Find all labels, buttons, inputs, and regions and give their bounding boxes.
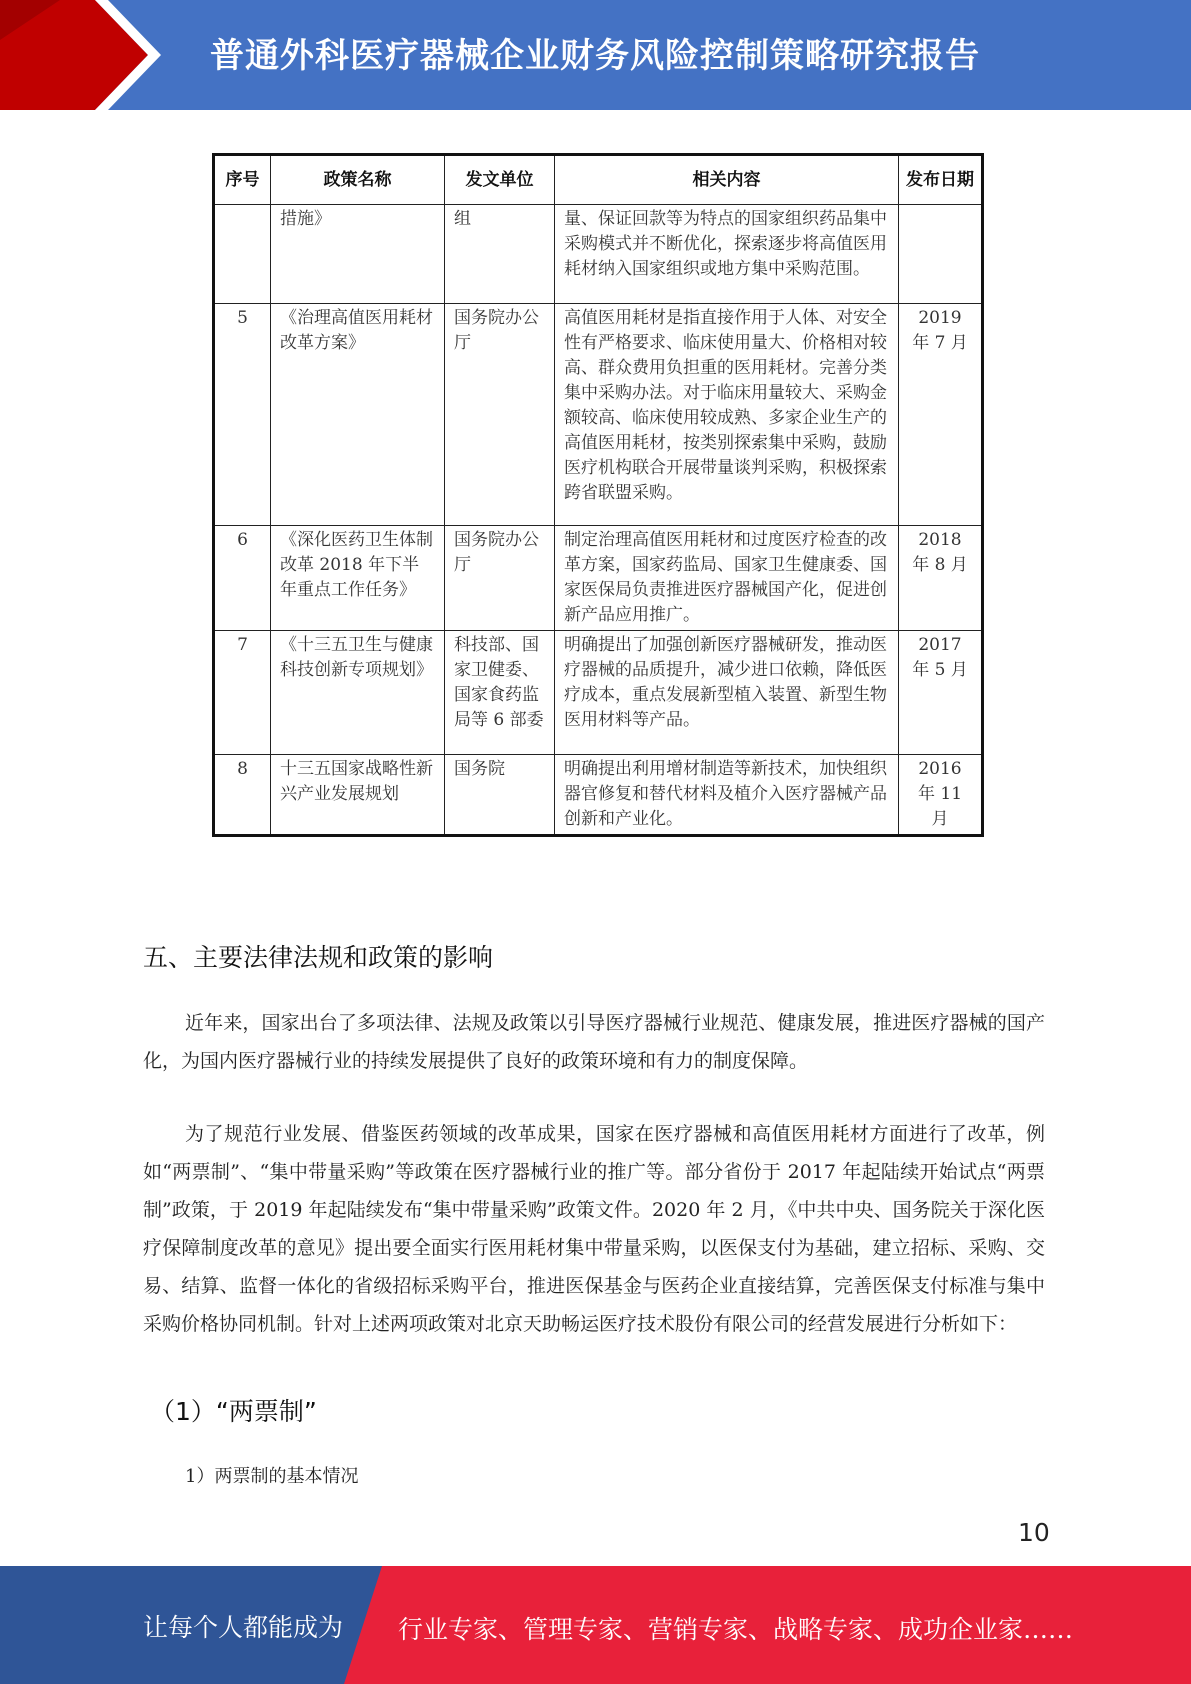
cell-issuer: 组: [445, 205, 555, 304]
column-header-policy-name: 政策名称: [271, 155, 445, 205]
cell-number: 6: [214, 526, 271, 631]
cell-content: 量、保证回款等为特点的国家组织药品集中采购模式并不断优化，探索逐步将高值医用耗材纳入国家组织或地方集中采购范围。: [555, 205, 899, 304]
subsection-heading: （1）“两票制”: [150, 1397, 317, 1426]
paragraph-intro: 近年来，国家出台了多项法律、法规及政策以引导医疗器械行业规范、健康发展，推进医疗器械的国产化，为国内医疗器械行业的持续发展提供了良好的政策环境和有力的制度保障。: [143, 1012, 1045, 1072]
column-header-date: 发布日期: [899, 155, 983, 205]
cell-date: [899, 205, 983, 304]
table-header-row: [214, 155, 983, 205]
column-header-issuer: 发文单位: [445, 155, 555, 205]
cell-issuer: 科技部、国家卫健委、国家食药监局等 6 部委: [445, 631, 555, 755]
cell-policy-name: 《十三五卫生与健康科技创新专项规划》: [271, 631, 445, 755]
cell-content: 高值医用耗材是指直接作用于人体、对安全性有严格要求、临床使用量大、价格相对较高、群众费用负担重的医用耗材。完善分类集中采购办法。对于临床用量较大、采购金额较高、临床使用较成熟、多家企业生产的高值医用耗材，按类别探索集中采购，鼓励医疗机构联合开展带量谈判采购，积极探索跨省联盟采购。: [555, 304, 899, 526]
cell-policy-name: 十三五国家战略性新兴产业发展规划: [271, 755, 445, 836]
page-number: 10: [1018, 1518, 1050, 1547]
table-row: [214, 304, 983, 526]
cell-date: 2018 年 8 月: [899, 526, 983, 631]
table-row: [214, 755, 983, 836]
header-bar: [0, 0, 1191, 110]
footer-slogan-left: 让每个人都能成为: [143, 1613, 344, 1642]
cell-date: 2019 年 7 月: [899, 304, 983, 526]
report-title: 普通外科医疗器械企业财务风险控制策略研究报告: [210, 36, 980, 76]
subsubsection-heading: 1）两票制的基本情况: [185, 1466, 359, 1487]
table-row: [214, 205, 983, 304]
cell-number: 5: [214, 304, 271, 526]
cell-policy-name: 《治理高值医用耗材改革方案》: [271, 304, 445, 526]
table-row: [214, 526, 983, 631]
cell-date: 2016 年 11 月: [899, 755, 983, 836]
cell-number: [214, 205, 271, 304]
cell-number: 8: [214, 755, 271, 836]
cell-content: 明确提出利用增材制造等新技术，加快组织器官修复和替代材料及植介入医疗器械产品创新和产业化。: [555, 755, 899, 836]
cell-policy-name: 《深化医药卫生体制改革 2018 年下半年重点工作任务》: [271, 526, 445, 631]
cell-issuer: 国务院: [445, 755, 555, 836]
footer-slogan-right: 行业专家、管理专家、营销专家、战略专家、成功企业家……: [398, 1615, 1074, 1644]
table-row: [214, 631, 983, 755]
cell-content: 明确提出了加强创新医疗器械研发，推动医疗器械的品质提升，减少进口依赖，降低医疗成本，重点发展新型植入装置、新型生物医用材料等产品。: [555, 631, 899, 755]
policy-table: [212, 153, 984, 837]
cell-date: 2017 年 5 月: [899, 631, 983, 755]
section-heading: 五、主要法律法规和政策的影响: [143, 943, 494, 972]
policy-table-container: [212, 153, 981, 837]
cell-policy-name: 措施》: [271, 205, 445, 304]
cell-content: 制定治理高值医用耗材和过度医疗检查的改革方案，国家药监局、国家卫生健康委、国家医保局负责推进医疗器械国产化，促进创新产品应用推广。: [555, 526, 899, 631]
cell-number: 7: [214, 631, 271, 755]
column-header-content: 相关内容: [555, 155, 899, 205]
cell-issuer: 国务院办公厅: [445, 526, 555, 631]
cell-issuer: 国务院办公厅: [445, 304, 555, 526]
column-header-number: 序号: [214, 155, 271, 205]
paragraph-reform: 为了规范行业发展、借鉴医药领域的改革成果，国家在医疗器械和高值医用耗材方面进行了改革，例如“两票制”、“集中带量采购”等政策在医疗器械行业的推广等。部分省份于 2017 年起陆续开始试点“两票制”政策，于 2019 年起陆续发布“集中带量采购”政策文件。2020 年 2 月，《中共中央、国务院关于深化医疗保障制度改革的意见》提出要全面实行医用耗材集中带量采购，以医保支付为基础，建立招标、采购、交易、结算、监督一体化的省级招标采购平台，推进医保基金与医药企业直接结算，完善医保支付标准与集中采购价格协同机制。针对上述两项政策对北京天助畅运医疗技术股份有限公司的经营发展进行分析如下：: [143, 1123, 1045, 1335]
